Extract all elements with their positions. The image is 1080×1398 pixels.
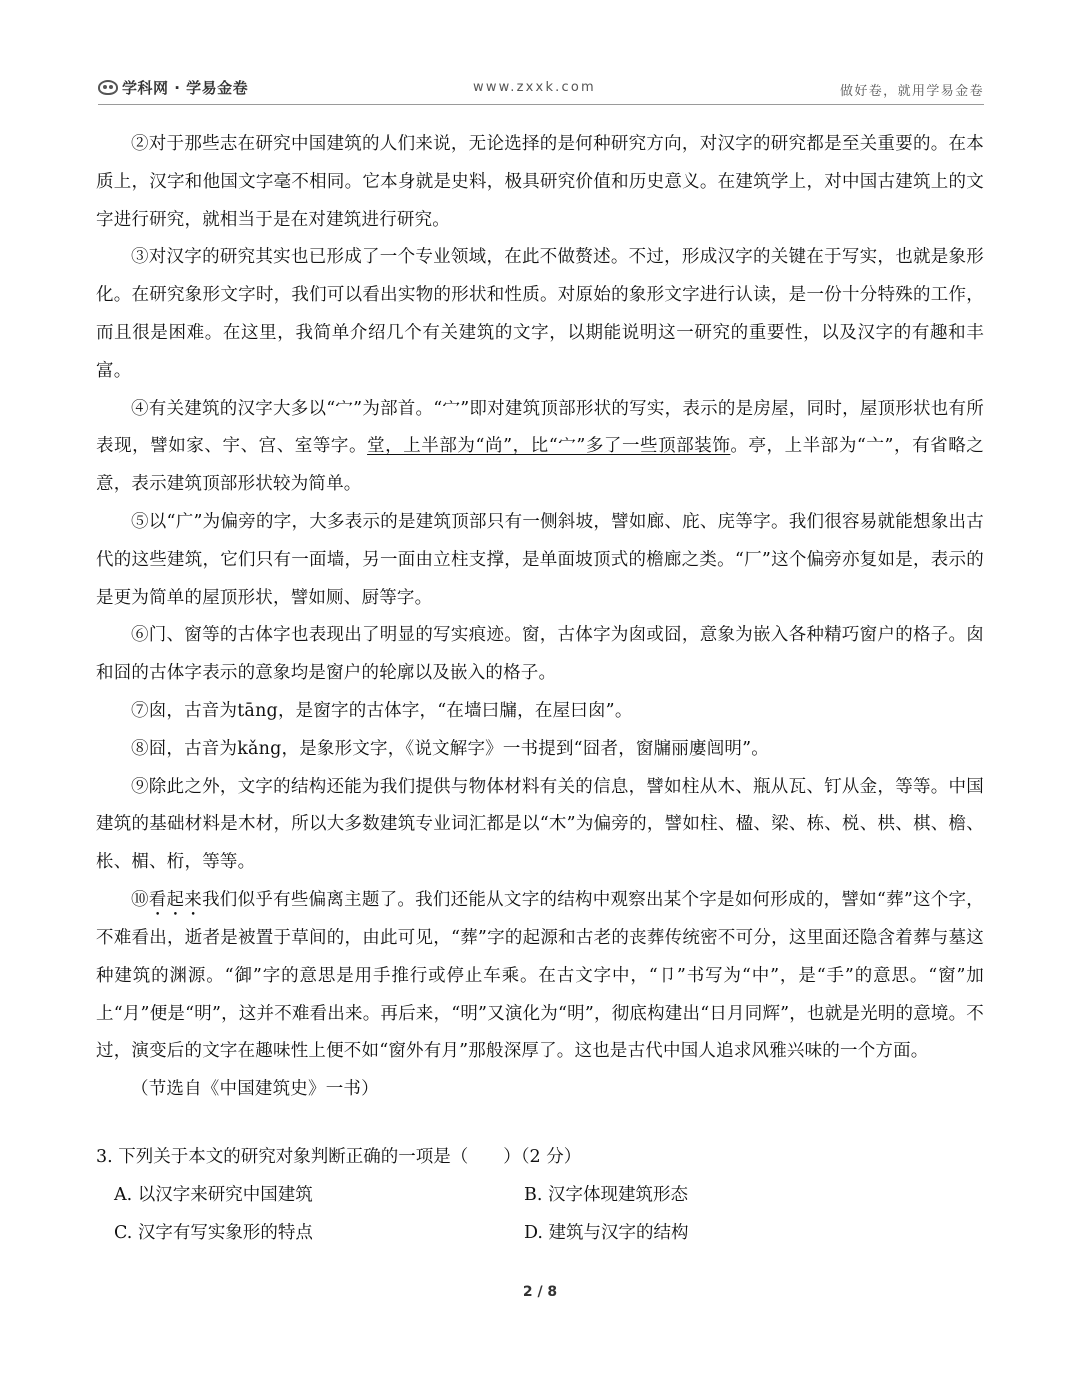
header-slogan: 做好卷，就用学易金卷: [839, 84, 984, 99]
paragraph-6: ⑥门、窗等的古体字也表现出了明显的写实痕迹。窗，古体字为囱或囧，意象为嵌入各种精巧窗户的格子。囱和囧的古体字表示的意象均是窗户的轮廓以及嵌入的格子。: [96, 625, 984, 684]
paragraph-10: [96, 882, 984, 1071]
logo-owl-icon: [98, 80, 118, 95]
site-url: www.zxxk.com: [473, 80, 596, 95]
option-a[interactable]: A. 以汉字来研究中国建筑: [114, 1185, 313, 1205]
answer-options: [96, 1176, 984, 1252]
paragraph-8: ⑧囧，古音为kǎng，是象形文字，《说文解字》一书提到“囧者，窗牖丽廔闿明”。: [131, 738, 769, 759]
underlined-sentence: 堂，上半部为“尚”，比“宀”多了一些顶部装饰: [367, 436, 731, 457]
paragraph-4: [96, 391, 984, 504]
question-stem: 3. 下列关于本文的研究对象判断正确的一项是（ ）（2 分）: [96, 1147, 582, 1167]
paragraph-5: ⑤以“广”为偏旁的字，大多表示的是建筑顶部只有一侧斜坡，譬如廊、庇、庑等字。我们很容易就能想象出古代的这些建筑，它们只有一面墙，另一面由立柱支撑，是单面坡顶式的檐廊之类。“厂”这个偏旁亦复如是，表示的是更为简单的屋顶形状，譬如厕、厨等字。: [96, 511, 984, 608]
paragraph-7: ⑦囱，古音为tāng，是窗字的古体字，“在墙曰牖，在屋曰囱”。: [131, 700, 633, 721]
paragraph-2: ②对于那些志在研究中国建筑的人们来说，无论选择的是何种研究方向，对汉字的研究都是至关重要的。在本质上，汉字和他国文字毫不相同。它本身就是史料，极具研究价值和历史意义。在建筑学上，对中国古建筑上的文字进行研究，就相当于是在对建筑进行研究。: [96, 134, 984, 230]
paragraph-3: ③对汉字的研究其实也已形成了一个专业领域，在此不做赘述。不过，形成汉字的关键在于写实，也就是象形化。在研究象形文字时，我们可以看出实物的形状和性质。对原始的象形文字进行认读，是一份十分特殊的工作，而且很是困难。在这里，我简单介绍几个有关建筑的文字，以期能说明这一研究的重要性，以及汉字的有趣和丰富。: [96, 247, 984, 381]
option-c[interactable]: C. 汉字有写实象形的特点: [114, 1223, 313, 1243]
emphasized-words: 看起来: [148, 889, 203, 910]
question-3: [96, 1138, 984, 1252]
paragraph-4-text-b: 。亭，上半部为“亠”，有省略之意，表示建筑顶部形状较为简单。: [96, 436, 984, 495]
option-b[interactable]: B. 汉字体现建筑形态: [524, 1185, 688, 1205]
logo-text: 学科网 · 学易金卷: [122, 79, 249, 97]
page-number: 2 / 8: [522, 1284, 558, 1300]
page-header: [98, 74, 984, 105]
paragraph-9: ⑨除此之外，文字的结构还能为我们提供与物体材料有关的信息，譬如柱从木、瓶从瓦、钉从金，等等。中国建筑的基础材料是木材，所以大多数建筑专业词汇都是以“木”为偏旁的，譬如柱、楹、梁、栋、棁、栱、棋、檐、枨、楣、桁，等等。: [96, 776, 984, 873]
paragraph-4-text-a: ④有关建筑的汉字大多以“宀”为部首。“宀”即对建筑顶部形状的写实，表示的是房屋，同时，屋顶形状也有所表现，譬如家、宇、宫、室等字。: [96, 398, 984, 457]
option-d[interactable]: D. 建筑与汉字的结构: [524, 1223, 689, 1243]
source-citation: （节选自《中国建筑史》一书）: [131, 1079, 379, 1100]
passage: [96, 126, 984, 1109]
paragraph-10-text: 我们似乎有些偏离主题了。我们还能从文字的结构中观察出某个字是如何形成的，譬如“葬”这个字，不难看出，逝者是被置于草间的，由此可见，“葬”字的起源和古老的丧葬传统密不可分，这里面还隐含着葬与墓这种建筑的渊源。“御”字的意思是用手推行或停止车乘。在古文字中，“卩”书写为“中”，是“手”的意思。“窗”加上“月”便是“明”，这并不难看出来。再后来，“明”又演化为“明”，彻底构建出“日月同辉”，也就是光明的意境。不过，演变后的文字在趣味性上便不如“窗外有月”那般深厚了。这也是古代中国人追求风雅兴味的一个方面。: [96, 889, 985, 1062]
logo: [98, 77, 248, 98]
paragraph-10-number: ⑩: [131, 889, 149, 910]
